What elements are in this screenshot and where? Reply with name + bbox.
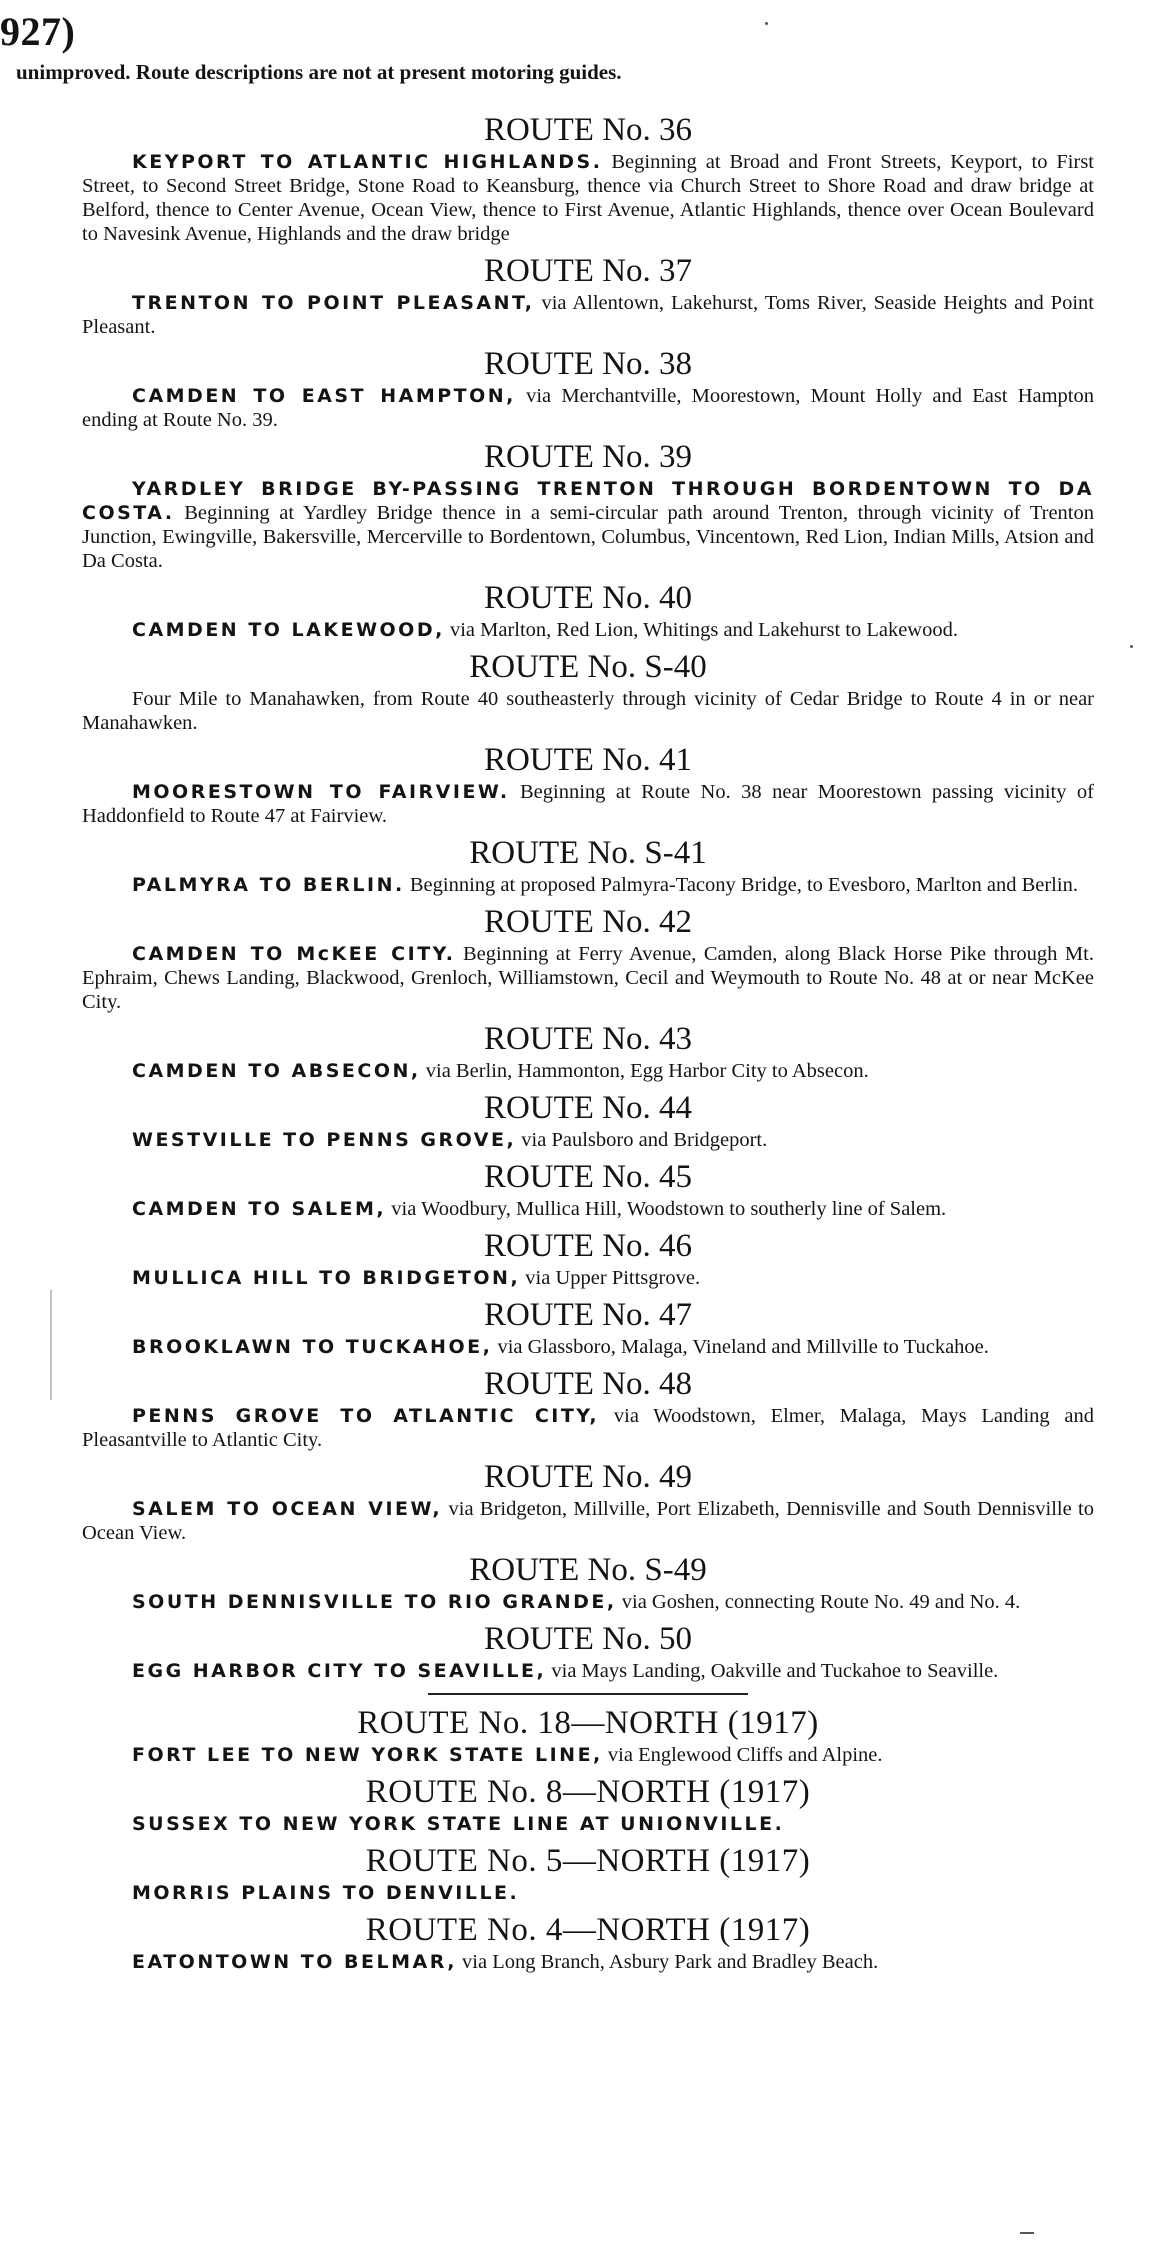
route-description <box>82 1197 1094 1221</box>
page-number-fragment: 927) <box>0 9 76 54</box>
route-entry <box>82 902 1094 1014</box>
route-details: via Mays Landing, Oakville and Tuckahoe to Seaville. <box>546 1660 999 1682</box>
route-description <box>82 384 1094 432</box>
route-details: via Allentown, Lakehurst, Toms River, Seaside Heights and Point Pleasant. <box>82 292 1094 338</box>
route-entry <box>82 1364 1094 1452</box>
route-entry <box>82 110 1094 246</box>
route-entry <box>82 578 1094 642</box>
route-description <box>82 150 1094 246</box>
route-endpoints: BROOKLAWN TO TUCKAHOE, <box>132 1336 493 1358</box>
route-title: ROUTE No. 18—NORTH (1917) <box>357 1705 819 1741</box>
route-entry <box>82 1457 1094 1545</box>
route-details: via Paulsboro and Bridgeport. <box>516 1129 768 1151</box>
route-title: ROUTE No. 42 <box>483 904 693 940</box>
route-description <box>82 942 1094 1014</box>
route-title: ROUTE No. 36 <box>483 112 693 148</box>
route-title: ROUTE No. S-40 <box>469 649 707 685</box>
route-details: via Englewood Cliffs and Alpine. <box>602 1744 883 1766</box>
route-endpoints: EGG HARBOR CITY TO SEAVILLE, <box>132 1660 547 1682</box>
route-details: via Upper Pittsgrove. <box>520 1267 701 1289</box>
route-entry <box>82 1910 1094 1974</box>
route-endpoints: MULLICA HILL TO BRIDGETON, <box>132 1267 521 1289</box>
route-endpoints: EATONTOWN TO BELMAR, <box>132 1951 457 1973</box>
route-endpoints: PENNS GROVE TO ATLANTIC CITY, <box>132 1405 600 1427</box>
route-title: ROUTE No. 44 <box>483 1090 693 1126</box>
route-endpoints: CAMDEN TO LAKEWOOD, <box>132 619 445 641</box>
header-note: unimproved. Route descriptions are not at present motoring guides. <box>16 60 622 84</box>
route-title: ROUTE No. 39 <box>483 439 693 475</box>
route-details: Beginning at proposed Palmyra-Tacony Bridge, to Evesboro, Marlton and Berlin. <box>404 874 1078 896</box>
route-endpoints: KEYPORT TO ATLANTIC HIGHLANDS. <box>132 151 603 173</box>
dust-speck <box>765 22 768 25</box>
route-details: via Long Branch, Asbury Park and Bradley Beach. <box>456 1951 879 1973</box>
route-description <box>82 1404 1094 1452</box>
route-endpoints: WESTVILLE TO PENNS GROVE, <box>132 1129 517 1151</box>
route-entry <box>82 251 1094 339</box>
route-description <box>82 1659 1094 1683</box>
route-entry <box>82 647 1094 735</box>
route-entry <box>82 1088 1094 1152</box>
route-endpoints: PALMYRA TO BERLIN. <box>132 874 405 896</box>
route-entry <box>82 740 1094 828</box>
north-route-list <box>82 1703 1094 1974</box>
route-title: ROUTE No. S-41 <box>469 835 707 871</box>
route-entry <box>82 1157 1094 1221</box>
dust-speck <box>1020 2232 1034 2234</box>
route-title: ROUTE No. 4—NORTH (1917) <box>365 1912 811 1948</box>
route-details: via Bridgeton, Millville, Port Elizabeth, Dennisville and South Dennisville to Ocean View. <box>82 1498 1094 1544</box>
route-title: ROUTE No. 45 <box>483 1159 693 1195</box>
route-title: ROUTE No. S-49 <box>469 1552 707 1588</box>
route-entry <box>82 1019 1094 1083</box>
route-entry <box>82 437 1094 573</box>
route-endpoints: SOUTH DENNISVILLE TO RIO GRANDE, <box>132 1591 617 1613</box>
route-endpoints: CAMDEN TO McKEE CITY. <box>132 943 456 965</box>
route-title: ROUTE No. 43 <box>483 1021 693 1057</box>
route-details: via Merchantville, Moorestown, Mount Holly and East Hampton ending at Route No. 39. <box>82 385 1094 431</box>
route-endpoints: YARDLEY BRIDGE BY-PASSING TRENTON THROUGH BORDENTOWN TO DA COSTA. <box>82 478 1094 524</box>
route-entry <box>82 344 1094 432</box>
route-description <box>82 1128 1094 1152</box>
route-details: Four Mile to Manahawken, from Route 40 southeasterly through vicinity of Cedar Bridge to Route 4 in or near Manahawken. <box>82 688 1094 734</box>
route-description <box>82 291 1094 339</box>
route-endpoints: FORT LEE TO NEW YORK STATE LINE, <box>132 1744 603 1766</box>
route-description <box>82 1059 1094 1083</box>
route-description <box>82 477 1094 573</box>
section-divider <box>428 1693 748 1695</box>
route-entry <box>82 833 1094 897</box>
route-description <box>82 1812 1094 1836</box>
route-description <box>82 618 1094 642</box>
route-description <box>82 780 1094 828</box>
route-endpoints: MOORESTOWN TO FAIRVIEW. <box>132 781 510 803</box>
margin-mark <box>50 1290 52 1400</box>
route-title: ROUTE No. 41 <box>483 742 693 778</box>
route-details: Beginning at Yardley Bridge thence in a semi-circular path around Trenton, through vicinity of Trenton Junction, Ewingville, Bakersville, Mercerville to Bordentown, Columbus, Vincentown, Red Lion, Indian Mills, Atsion and Da Costa. <box>82 502 1094 572</box>
route-details: via Woodstown, Elmer, Malaga, Mays Landing and Pleasantville to Atlantic City. <box>82 1405 1094 1451</box>
route-title: ROUTE No. 47 <box>483 1297 693 1333</box>
route-title: ROUTE No. 40 <box>483 580 693 616</box>
route-description <box>82 1881 1094 1905</box>
dust-speck <box>1130 645 1133 648</box>
route-title: ROUTE No. 37 <box>483 253 693 289</box>
route-endpoints: CAMDEN TO SALEM, <box>132 1198 387 1220</box>
route-entry <box>82 1772 1094 1836</box>
route-title: ROUTE No. 50 <box>483 1621 693 1657</box>
route-details: via Berlin, Hammonton, Egg Harbor City to Absecon. <box>420 1060 869 1082</box>
route-details: Beginning at Ferry Avenue, Camden, along Black Horse Pike through Mt. Ephraim, Chews Landing, Blackwood, Grenloch, Williamstown, Cecil and Weymouth to Route No. 48 at or near McKee City. <box>82 943 1094 1013</box>
route-title: ROUTE No. 49 <box>483 1459 693 1495</box>
route-endpoints: CAMDEN TO EAST HAMPTON, <box>132 385 516 407</box>
route-endpoints: MORRIS PLAINS TO DENVILLE. <box>132 1882 520 1904</box>
route-title: ROUTE No. 5—NORTH (1917) <box>365 1843 811 1879</box>
route-details: via Goshen, connecting Route No. 49 and No. 4. <box>616 1591 1021 1613</box>
route-title: ROUTE No. 46 <box>483 1228 693 1264</box>
route-entry <box>82 1226 1094 1290</box>
route-description <box>82 1266 1094 1290</box>
route-description <box>82 1335 1094 1359</box>
route-description <box>82 687 1094 735</box>
route-details: via Marlton, Red Lion, Whitings and Lakehurst to Lakewood. <box>444 619 958 641</box>
route-entry <box>82 1703 1094 1767</box>
route-details: via Woodbury, Mullica Hill, Woodstown to southerly line of Salem. <box>386 1198 947 1220</box>
route-endpoints: TRENTON TO POINT PLEASANT, <box>132 292 535 314</box>
route-details: via Glassboro, Malaga, Vineland and Millville to Tuckahoe. <box>492 1336 989 1358</box>
route-entry <box>82 1841 1094 1905</box>
route-entry <box>82 1619 1094 1683</box>
route-list <box>82 110 1094 1979</box>
route-description <box>82 1590 1094 1614</box>
route-description <box>82 1950 1094 1974</box>
route-description <box>82 873 1094 897</box>
route-entry <box>82 1550 1094 1614</box>
route-details: Beginning at Broad and Front Streets, Keyport, to First Street, to Second Street Bridge, Stone Road to Keansburg, thence via Church Street to Shore Road and draw bridge at Belford, thence to Center Avenue, Ocean View, thence to First Avenue, Atlantic Highlands, thence over Ocean Boulevard to Navesink Avenue, Highlands and the draw bridge <box>82 151 1094 245</box>
route-endpoints: SUSSEX TO NEW YORK STATE LINE AT UNIONVILLE. <box>132 1813 785 1835</box>
route-entry <box>82 1295 1094 1359</box>
route-title: ROUTE No. 8—NORTH (1917) <box>365 1774 811 1810</box>
main-route-list <box>82 110 1094 1683</box>
route-description <box>82 1497 1094 1545</box>
route-details: Beginning at Route No. 38 near Moorestown passing vicinity of Haddonfield to Route 47 at Fairview. <box>82 781 1094 827</box>
route-title: ROUTE No. 48 <box>483 1366 693 1402</box>
route-title: ROUTE No. 38 <box>483 346 693 382</box>
route-endpoints: SALEM TO OCEAN VIEW, <box>132 1498 443 1520</box>
route-description <box>82 1743 1094 1767</box>
route-endpoints: CAMDEN TO ABSECON, <box>132 1060 421 1082</box>
